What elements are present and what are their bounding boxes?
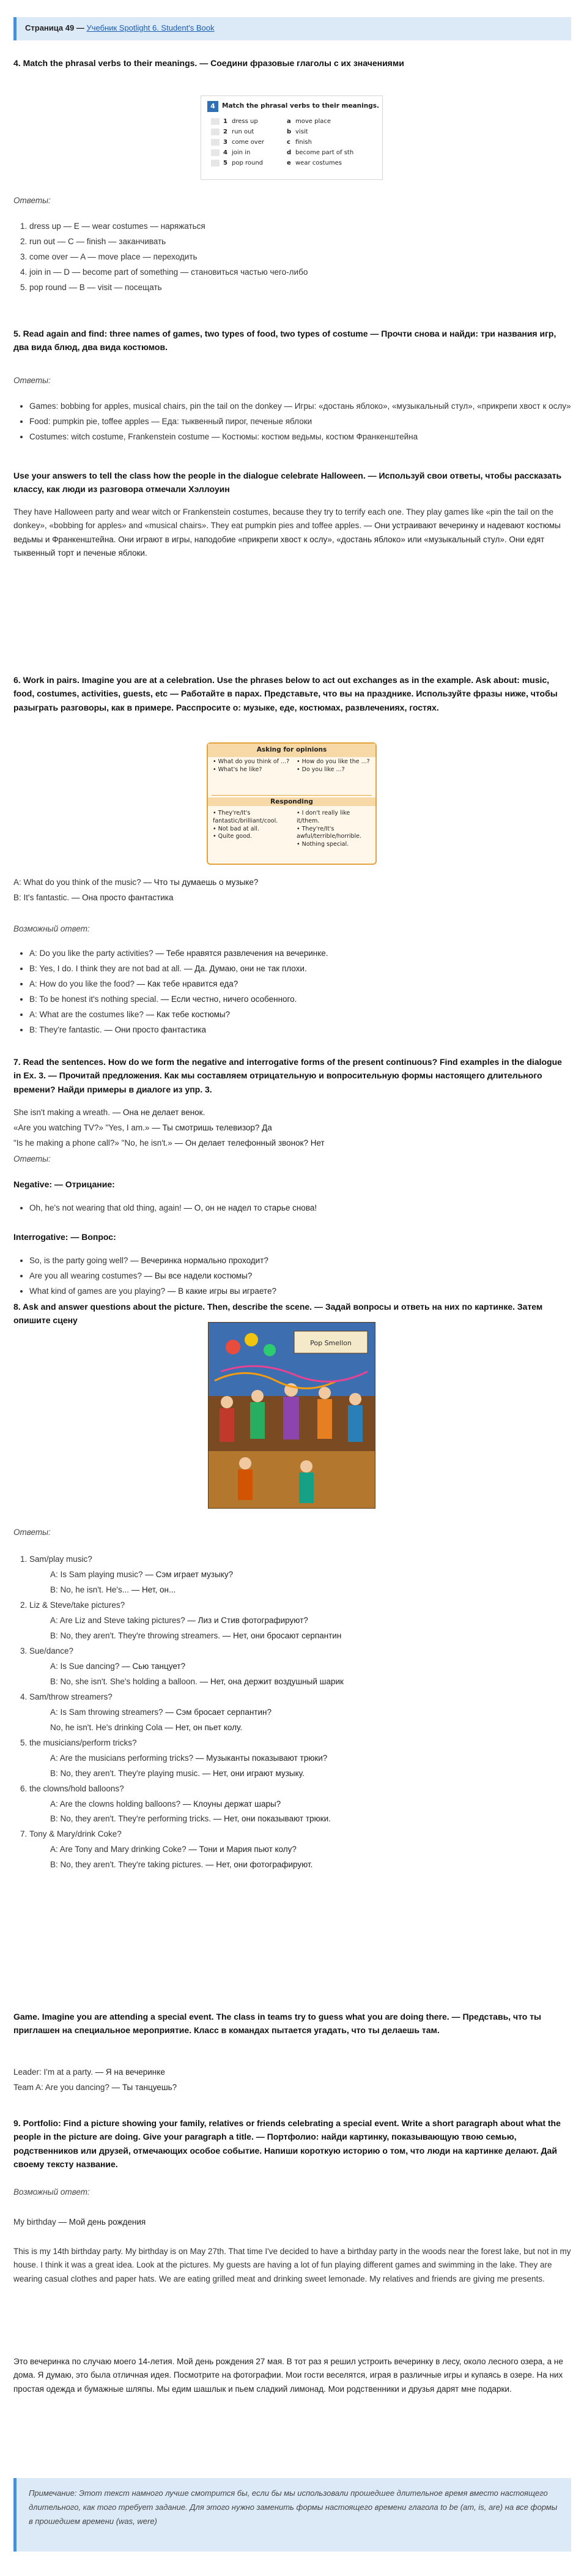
answers-label: Возможный ответ: <box>13 2187 90 2197</box>
list-item: 2. run out — C — finish — заканчивать <box>29 234 584 250</box>
exercise-5-question: 5. Read again and find: three names of games, two types of food, two types of costume — Прочти снова и найди: три названия игр, два вида блюд, два вида костюмов. <box>13 329 556 353</box>
phrasal-verbs-column: 1 dress up 2 run out 3 come over 4 join in 5 pop round <box>211 117 264 169</box>
list-item: 4. Sam/throw streamers? A: Is Sam throwing streamers? — Сэм бросает серпантин? No, he isn't. He's drinking Cola — Нет, он пьет колу. <box>29 1690 584 1736</box>
list-item: • So, is the party going well? — Вечеринка нормально проходит? <box>29 1253 584 1269</box>
essay-title: My birthday — Мой день рождения <box>13 2217 146 2227</box>
list-item: • A: What are the costumes like? — Как тебе костюмы? <box>29 1007 584 1023</box>
exercise-4-book-image <box>201 95 383 180</box>
list-item: • Costumes: witch costume, Frankenstein costume — Костюмы: костюм ведьмы, костюм Франкенштейна <box>29 430 584 445</box>
picture-sign: Pop Smellon <box>310 1339 352 1347</box>
exercise-8-answers <box>13 1552 584 1873</box>
essay-text-en: This is my 14th birthday party. My birthday is on May 27th. That time I've decided to have a birthday party in the woods near the forest lake, but not in my house. I think it was a great idea. Look at the pictures. My guests are having a lot of fun playing different games and swimming in the lake. They are wearing casual clothes and paper hats. We are eating grilled meat and drinking sweet lemonade. My relatives and friends are giving me presents. <box>13 2247 571 2283</box>
answers-label: Ответы: <box>13 1154 51 1163</box>
asking-heading: Asking for opinions <box>208 744 375 757</box>
example-dialogue: A: What do you think of the music? — Что ты думаешь о музыке? B: It's fantastic. — Она просто фантастика <box>13 878 259 902</box>
list-item: 4. join in — D — become part of something — становиться частью чего-либо <box>29 265 584 280</box>
exercise-6-answers <box>13 946 584 1038</box>
responding-heading: Responding <box>208 797 375 806</box>
essay-text-ru: Это вечеринка по случаю моего 14-летия. Мой день рождения 27 мая. В тот раз я решил устроить вечеринку в лесу, около лесного озера, а не дома. Я думаю, это была отличная идея. Посмотрите на фотографии. Мои гости веселятся, играя в различные игры и купаясь в озере. На них простая одежда и бумажные шляпы. Мы едим шашлык и пьем сладкий лимонад. Мои родственники и друзья дарят мне подарки. <box>13 2357 563 2394</box>
list-item: • B: To be honest it's nothing special. — Если честно, ничего особенного. <box>29 992 584 1007</box>
exercise-8-question: 8. Ask and answer questions about the picture. Then, describe the scene. — Задай вопросы и ответь на них по картинке. Затем опишите сцену <box>13 1302 543 1326</box>
exercise-number-badge: 4 <box>207 101 218 112</box>
exercise-5-task: Use your answers to tell the class how the people in the dialogue celebrate Halloween. — Используй свои ответы, чтобы рассказать классу, как люди из разговора отмечали Хэллоуин <box>13 471 562 495</box>
exercise-5-answers <box>13 399 584 445</box>
interrogative-label: Interrogative: — Вопрос: <box>13 1232 116 1242</box>
note-text: Примечание: Этот текст намного лучше смотрится бы, если бы мы использовали прошедшее длительное время вместо настоящего длительного, как того требует задание. Для этого нужно заменить формы настоящего времени глагола to be (am, is, are) на все формы в прошедшем времени (was, were) <box>29 2488 558 2526</box>
exercise-7-sentences: She isn't making a wreath. — Она не делает венок. «Are you watching TV?» "Yes, I am.» — Ты смотришь телевизор? Да "Is he making a phone call?» "No, he isn't.» — Он делает телефонный звонок? Нет <box>13 1108 325 1148</box>
list-item: 5. the musicians/perform tricks? A: Are the musicians performing tricks? — Музыканты показывают трюки? B: No, they aren't. They're playing music. — Нет, они играют музыку. <box>29 1736 584 1782</box>
list-item: • A: Do you like the party activities? — Тебе нравятся развлечения на вечеринке. <box>29 946 584 961</box>
list-item: • Oh, he's not wearing that old thing, again! — О, он не надел то старье снова! <box>29 1201 584 1216</box>
asking-for-opinions-image: Asking for opinions • What do you think of ...? • What's he like? • How do you like the ...? • Do you like ...? Responding • They're/It's fantastic/brilliant/cool. • Not bad at all. • Quite good. • I don't really like it/them. • They're/It's awful/terrible/horrible. • Nothing special. <box>207 742 377 865</box>
party-picture <box>208 1322 375 1509</box>
exercise-7-question: 7. Read the sentences. How do we form the negative and interrogative forms of the present continuous? Find examples in the dialogue in Ex. 3. — Прочитай предложения. Как мы составляем отрицательную и вопросительную формы настоящего длительного времени? Найди примеры в диалоге из упр. 3. <box>13 1057 562 1094</box>
list-item: • What kind of games are you playing? — В какие игры вы играете? <box>29 1284 584 1299</box>
answers-label: Ответы: <box>13 196 51 205</box>
text-en: They have Halloween party and wear witch or Frankenstein costumes, because they try to terrify each one. They play games like «pin the tail on the donkey», «bobbing for apples» and «musical chairs». They eat pumpkin pies and toffee apples. <box>13 507 553 531</box>
list-item: 3. come over — A — move place — переходить <box>29 250 584 265</box>
exercise-9-question: 9. Portfolio: Find a picture showing your family, relatives or friends celebrating a special event. Write a short paragraph about what the people in the picture are doing. Give your paragraph a title. — Портфолио: найди картинку, показывающую твою семью, родственников или друзей, отмечающих особое событие. Напиши короткую историю о том, что люди на картинке делают. Дай своему тексту название. <box>13 2118 561 2170</box>
negative-label: Negative: — Отрицание: <box>13 1179 115 1189</box>
list-item: • Food: pumpkin pie, toffee apples — Еда: тыквенный пирог, печеные яблоки <box>29 414 584 430</box>
list-item: • Games: bobbing for apples, musical chairs, pin the tail on the donkey — Игры: «достань яблоко», «музыкальный стул», «прикрепи хвост к ослу» <box>29 399 584 414</box>
answers-label: Ответы: <box>13 1528 51 1537</box>
text-ru: — Они устраивают вечеринку и надевают костюмы ведьмы и Франкенштейна. Они играют в игры, наподобие «прикрепи хвост к ослу», «достань яблоко» или «музыкальный стул». Они едят тыквенный торт и печеные яблоки. <box>13 521 561 558</box>
list-item: • B: They're fantastic. — Они просто фантастика <box>29 1023 584 1038</box>
list-item: 5. pop round — B — visit — посещать <box>29 280 584 296</box>
list-item: • Are you all wearing costumes? — Вы все надели костюмы? <box>29 1269 584 1284</box>
exercise-4-answers <box>13 219 584 296</box>
exercise-5-text <box>13 506 571 560</box>
list-item: 6. the clowns/hold balloons? A: Are the clowns holding balloons? — Клоуны держат шары? B: No, they aren't. They're performing tricks. — Нет, они показывают трюки. <box>29 1782 584 1827</box>
interrogative-examples <box>13 1253 584 1299</box>
party-scene-illustration <box>209 1323 375 1508</box>
negative-examples <box>13 1201 584 1216</box>
list-item: 3. Sue/dance? A: Is Sue dancing? — Сью танцует? B: No, she isn't. She's holding a balloon. — Нет, она держит воздушный шарик <box>29 1644 584 1690</box>
exercise-4-question: 4. Match the phrasal verbs to their meanings. — Соедини фразовые глаголы с их значениями <box>13 58 404 68</box>
textbook-link[interactable]: Учебник Spotlight 6. Student's Book <box>86 23 215 32</box>
answers-label: Возможный ответ: <box>13 924 90 933</box>
game-question: Game. Imagine you are attending a special event. The class in teams try to guess what you are doing there. — Представь, что ты приглашен на специальное мероприятие. Класс в командах пытается угадать, что ты делаешь там. <box>13 2012 542 2036</box>
note-box <box>13 2478 571 2552</box>
meanings-column: a move place b visit c finish d become part of sth e wear costumes <box>287 118 354 166</box>
game-example: Leader: I'm at a party. — Я на вечеринке Team A: Are you dancing? — Ты танцуешь? <box>13 2067 177 2092</box>
breadcrumb <box>13 17 571 40</box>
list-item: • A: How do you like the food? — Как тебе нравится еда? <box>29 977 584 992</box>
list-item: 1. Sam/play music? A: Is Sam playing music? — Сэм играет музыку? B: No, he isn't. He's... — Нет, он... <box>29 1552 584 1598</box>
exercise-6-question: 6. Work in pairs. Imagine you are at a celebration. Use the phrases below to act out exchanges as in the example. Ask about: music, food, costumes, activities, guests, etc — Работайте в парах. Представьте, что вы на празднике. Используйте фразы ниже, чтобы разыграть разговоры, как в примере. Расспросите о: музыке, еде, костюмах, развлечениях, гостях. <box>13 675 558 712</box>
list-item: • B: Yes, I do. I think they are not bad at all. — Да. Думаю, они не так плохи. <box>29 961 584 977</box>
book-image-title: Match the phrasal verbs to their meanings. <box>222 102 379 110</box>
page-number: Страница 49 — <box>25 23 84 32</box>
list-item: 2. Liz & Steve/take pictures? A: Are Liz and Steve taking pictures? — Лиз и Стив фотографируют? B: No, they aren't. They're throwing streamers. — Нет, они бросают серпантин <box>29 1598 584 1644</box>
list-item: 1. dress up — E — wear costumes — наряжаться <box>29 219 584 234</box>
list-item: 7. Tony & Mary/drink Coke? A: Are Tony and Mary drinking Coke? — Тони и Мария пьют колу? B: No, they aren't. They're taking pictures. — Нет, они фотографируют. <box>29 1827 584 1873</box>
answers-label: Ответы: <box>13 376 51 385</box>
